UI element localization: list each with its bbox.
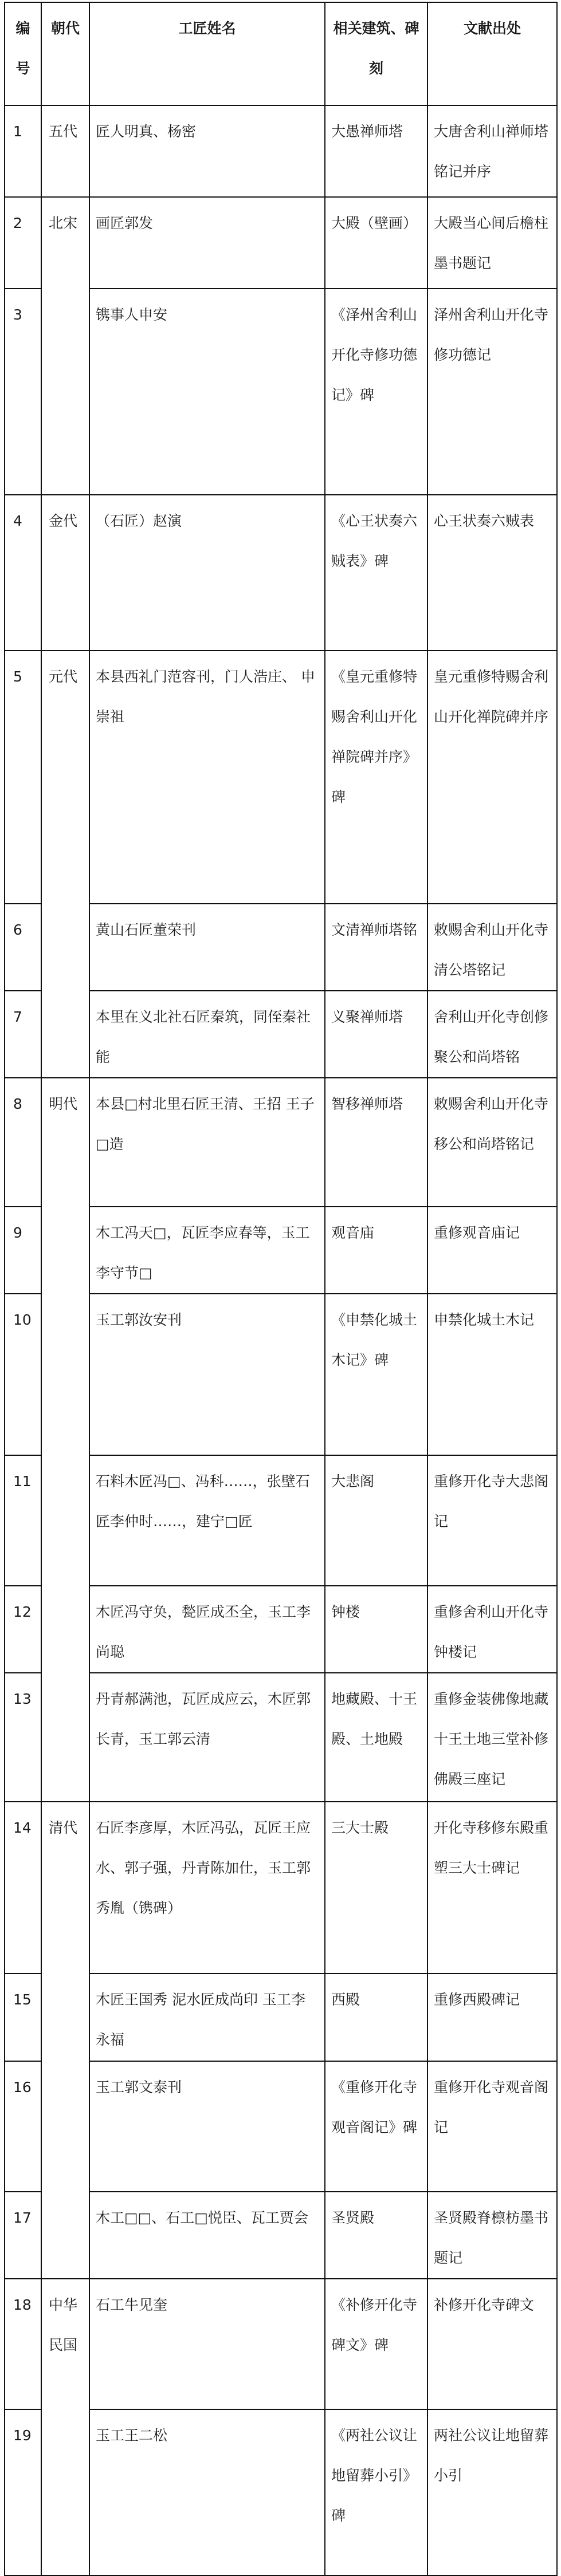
table-row xyxy=(5,105,557,197)
artisan-table xyxy=(4,2,558,2576)
row-number: 19 xyxy=(5,2409,41,2575)
row-number: 9 xyxy=(5,1207,41,1294)
artisan-name-cell: 镌事人申安 xyxy=(89,289,325,495)
source-cell: 重修开化寺大悲阁记 xyxy=(427,1455,557,1586)
artisan-name-cell: 木工冯天□，瓦匠李应春等，玉工李守节□ xyxy=(89,1207,325,1294)
building-cell: 《重修开化寺观音阁记》碑 xyxy=(325,2061,427,2192)
row-number: 10 xyxy=(5,1294,41,1455)
table-row xyxy=(5,2279,557,2409)
header-number: 编号 xyxy=(5,2,41,105)
era-cell: 元代 xyxy=(41,651,89,1078)
table-row xyxy=(5,651,557,904)
artisan-name-cell: 玉工郭汝安刊 xyxy=(89,1294,325,1455)
source-cell: 重修金装佛像地藏十王土地三堂补修佛殿三座记 xyxy=(427,1673,557,1802)
artisan-name-cell: 石匠李彦厚，木匠冯弘，瓦匠王应水、郭子强，丹青陈加仕，玉工郭秀胤（镌碑） xyxy=(89,1802,325,1974)
building-cell: 《两社公议让地留葬小引》碑 xyxy=(325,2409,427,2575)
row-number: 5 xyxy=(5,651,41,904)
artisan-name-cell: 石工牛见奎 xyxy=(89,2279,325,2409)
table-row xyxy=(5,197,557,289)
artisan-name-cell: 木工□□、石工□悦臣、瓦工贾会 xyxy=(89,2192,325,2279)
building-cell: 观音庙 xyxy=(325,1207,427,1294)
table-row xyxy=(5,1802,557,1974)
table-row xyxy=(5,1078,557,1207)
row-number: 17 xyxy=(5,2192,41,2279)
building-cell: 《心王状奏六贼表》碑 xyxy=(325,495,427,651)
row-number: 12 xyxy=(5,1586,41,1673)
building-cell: 三大士殿 xyxy=(325,1802,427,1974)
table-header-row xyxy=(5,2,557,105)
era-cell: 五代 xyxy=(41,105,89,197)
artisan-name-cell: 画匠郭发 xyxy=(89,197,325,289)
building-cell: 《申禁化城土木记》碑 xyxy=(325,1294,427,1455)
artisan-name-cell: 玉工郭文泰刊 xyxy=(89,2061,325,2192)
row-number: 14 xyxy=(5,1802,41,1974)
row-number: 13 xyxy=(5,1673,41,1802)
artisan-table-container xyxy=(4,2,556,2576)
artisan-name-cell: 玉工王二松 xyxy=(89,2409,325,2575)
row-number: 8 xyxy=(5,1078,41,1207)
building-cell: 地藏殿、十王殿、土地殿 xyxy=(325,1673,427,1802)
artisan-name-cell: 匠人明真、杨密 xyxy=(89,105,325,197)
building-cell: 《补修开化寺碑文》碑 xyxy=(325,2279,427,2409)
header-era: 朝代 xyxy=(41,2,89,105)
source-cell: 开化寺移修东殿重塑三大士碑记 xyxy=(427,1802,557,1974)
row-number: 4 xyxy=(5,495,41,651)
era-cell: 北宋 xyxy=(41,197,89,495)
source-cell: 皇元重修特赐舍利山开化禅院碑并序 xyxy=(427,651,557,904)
artisan-name-cell: 木匠王国秀 泥水匠成尚印 玉工李永福 xyxy=(89,1974,325,2061)
source-cell: 重修西殿碑记 xyxy=(427,1974,557,2061)
era-cell: 明代 xyxy=(41,1078,89,1802)
era-cell: 金代 xyxy=(41,495,89,651)
artisan-name-cell: 木匠冯守奂，甃匠成丕全，玉工李尚聪 xyxy=(89,1586,325,1673)
row-number: 11 xyxy=(5,1455,41,1586)
building-cell: 大悲阁 xyxy=(325,1455,427,1586)
source-cell: 心王状奏六贼表 xyxy=(427,495,557,651)
table-row xyxy=(5,495,557,651)
artisan-name-cell: 本里在义北社石匠秦筑，同侄秦社能 xyxy=(89,991,325,1078)
header-source: 文献出处 xyxy=(427,2,557,105)
source-cell: 重修舍利山开化寺钟楼记 xyxy=(427,1586,557,1673)
source-cell: 重修观音庙记 xyxy=(427,1207,557,1294)
artisan-name-cell: 丹青郝满池，瓦匠成应云，木匠郭长青，玉工郭云清 xyxy=(89,1673,325,1802)
building-cell: 大愚禅师塔 xyxy=(325,105,427,197)
row-number: 6 xyxy=(5,904,41,991)
row-number: 16 xyxy=(5,2061,41,2192)
building-cell: 《泽州舍利山开化寺修功德记》碑 xyxy=(325,289,427,495)
source-cell: 重修开化寺观音阁记 xyxy=(427,2061,557,2192)
source-cell: 圣贤殿脊檩枋墨书题记 xyxy=(427,2192,557,2279)
header-building: 相关建筑、碑刻 xyxy=(325,2,427,105)
building-cell: 文清禅师塔铭 xyxy=(325,904,427,991)
source-cell: 大唐舍利山禅师塔铭记并序 xyxy=(427,105,557,197)
source-cell: 敕赐舍利山开化寺清公塔铭记 xyxy=(427,904,557,991)
building-cell: 《皇元重修特赐舍利山开化禅院碑并序》碑 xyxy=(325,651,427,904)
building-cell: 钟楼 xyxy=(325,1586,427,1673)
row-number: 7 xyxy=(5,991,41,1078)
era-cell: 清代 xyxy=(41,1802,89,2279)
artisan-name-cell: （石匠）赵演 xyxy=(89,495,325,651)
artisan-name-cell: 本县西礼门范容刊，门人浩庄、 申崇祖 xyxy=(89,651,325,904)
source-cell: 补修开化寺碑文 xyxy=(427,2279,557,2409)
source-cell: 大殿当心间后檐柱墨书题记 xyxy=(427,197,557,289)
source-cell: 两社公议让地留葬小引 xyxy=(427,2409,557,2575)
building-cell: 西殿 xyxy=(325,1974,427,2061)
artisan-name-cell: 石料木匠冯□、冯科……，张壁石匠李仲时……，建宁□匠 xyxy=(89,1455,325,1586)
row-number: 3 xyxy=(5,289,41,495)
building-cell: 圣贤殿 xyxy=(325,2192,427,2279)
building-cell: 义聚禅师塔 xyxy=(325,991,427,1078)
row-number: 2 xyxy=(5,197,41,289)
building-cell: 大殿（壁画） xyxy=(325,197,427,289)
building-cell: 智移禅师塔 xyxy=(325,1078,427,1207)
era-cell: 中华民国 xyxy=(41,2279,89,2575)
source-cell: 舍利山开化寺创修聚公和尚塔铭 xyxy=(427,991,557,1078)
artisan-name-cell: 黄山石匠董荣刊 xyxy=(89,904,325,991)
artisan-name-cell: 本县□村北里石匠王清、王招 王子□造 xyxy=(89,1078,325,1207)
source-cell: 敕赐舍利山开化寺移公和尚塔铭记 xyxy=(427,1078,557,1207)
header-artisan-name: 工匠姓名 xyxy=(89,2,325,105)
row-number: 15 xyxy=(5,1974,41,2061)
row-number: 1 xyxy=(5,105,41,197)
source-cell: 泽州舍利山开化寺修功德记 xyxy=(427,289,557,495)
source-cell: 申禁化城土木记 xyxy=(427,1294,557,1455)
row-number: 18 xyxy=(5,2279,41,2409)
